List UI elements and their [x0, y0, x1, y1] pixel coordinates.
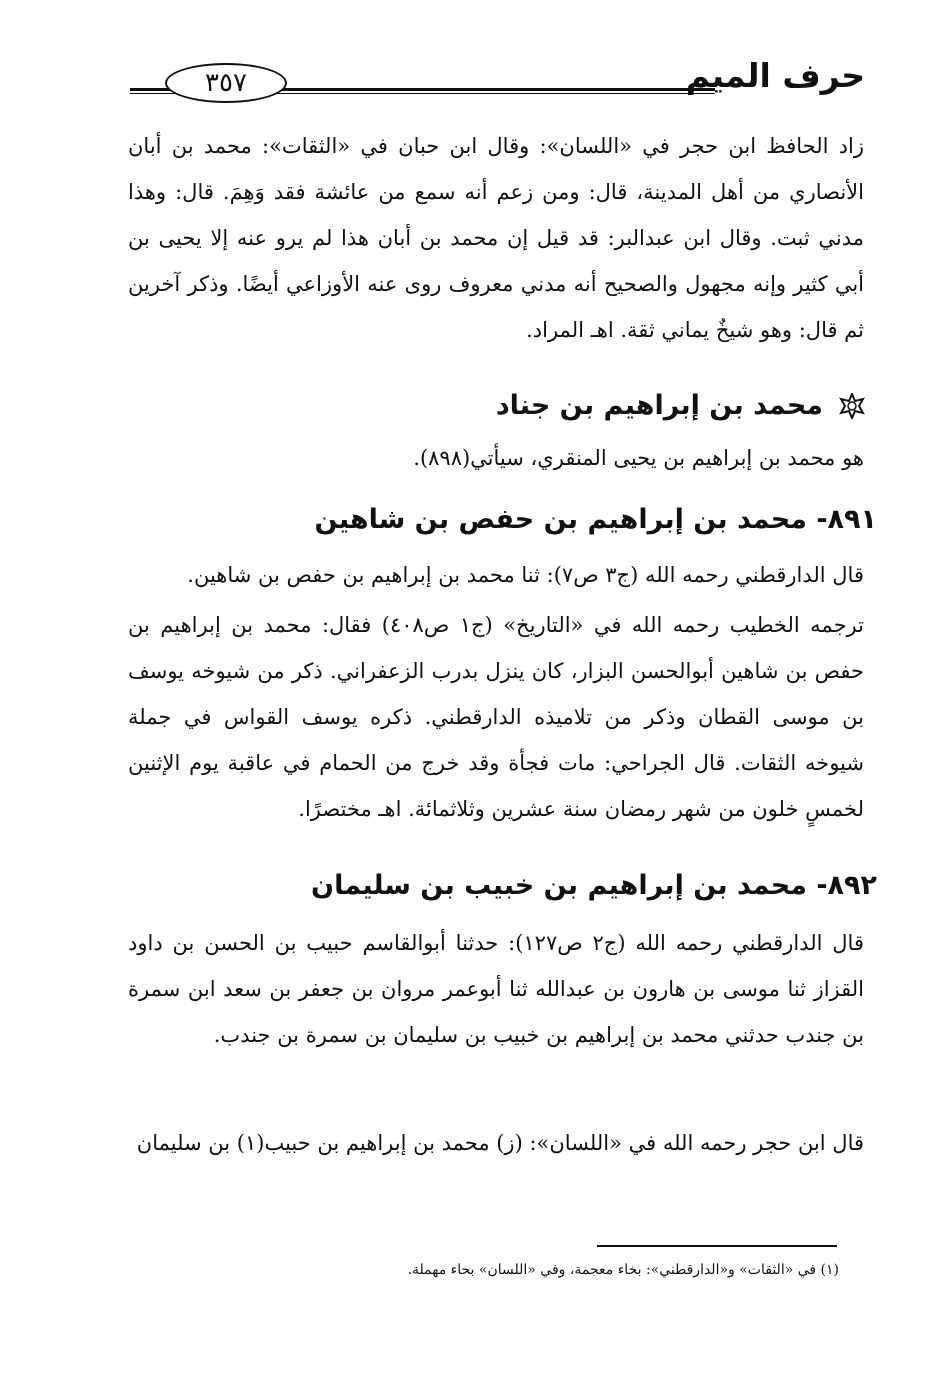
- entry-heading-1: [496, 386, 865, 426]
- paragraph-2: هو محمد بن إبراهيم بن يحيى المنقري، سيأتي(٨٩٨).: [413, 446, 864, 470]
- entry-heading-1-text: محمد بن إبراهيم بن جناد: [495, 390, 823, 421]
- entry-heading-891: ٨٩١- محمد بن إبراهيم بن حفص بن شاهين: [314, 504, 877, 535]
- paragraph-5: قال الدارقطني رحمه الله (ج٢ ص١٢٧): حدثنا أبوالقاسم حبيب بن الحسن بن داود القزاز ثنا موسى بن هارون بن عبدالله ثنا أبوعمر مروان بن جعفر بن سعد ابن سمرة بن جندب حدثني محمد بن إبراهيم بن خبيب بن سليمان بن سمرة بن جندب.: [128, 931, 864, 1047]
- entry-heading-892: ٨٩٢- محمد بن إبراهيم بن خبيب بن سليمان: [311, 870, 877, 901]
- footnote-rule: [597, 1245, 837, 1247]
- page-header: [130, 55, 865, 97]
- paragraph-6: قال ابن حجر رحمه الله في «اللسان»: (ز) محمد بن إبراهيم بن حبيب(١) بن سليمان: [136, 1131, 864, 1155]
- paragraph-3: قال الدارقطني رحمه الله (ج٣ ص٧): ثنا محمد بن إبراهيم بن حفص بن شاهين.: [187, 563, 864, 587]
- page-number: ٣٥٧: [165, 63, 287, 103]
- paragraph-1: زاد الحافظ ابن حجر في «اللسان»: وقال ابن حبان في «الثقات»: محمد بن أبان الأنصاري من أهل المدينة، قال: ومن زعم أنه سمع من عائشة فقد وَهِمَ. قال: وهذا مدني ثبت. وقال ابن عبدالبر: قد قيل إن محمد بن أبان هذا لم يرو عنه إلا يحيى بن أبي كثير وإنه مجهول والصحيح أنه مدني معروف روى عنه الأوزاعي أيضًا. وذكر آخرين ثم قال: وهو شيخٌ يماني ثقة. اهـ المراد.: [128, 134, 864, 342]
- footnote: (١) في «الثقات» و«الدارقطني»: بخاء معجمة، وفي «اللسان» بحاء مهملة.: [407, 1262, 839, 1278]
- paragraph-4: ترجمه الخطيب رحمه الله في «التاريخ» (ج١ ص٤٠٨) فقال: محمد بن إبراهيم بن حفص بن شاهين أبوالحسن البزار، كان ينزل بدرب الزعفراني. ذكر من شيوخه يوسف بن موسى القطان وذكر من تلاميذه الدارقطني. ذكره يوسف القواس في جملة شيوخه الثقات. قال الجراحي: مات فجأة وقد خرج من الحمام في عاقبة يوم الإثنين لخمسٍ خلون من شهر رمضان سنة عشرين وثلاثمائة. اهـ مختصرًا.: [128, 613, 864, 821]
- star-ornament-icon: [839, 393, 865, 419]
- running-head: حرف الميم: [685, 56, 865, 95]
